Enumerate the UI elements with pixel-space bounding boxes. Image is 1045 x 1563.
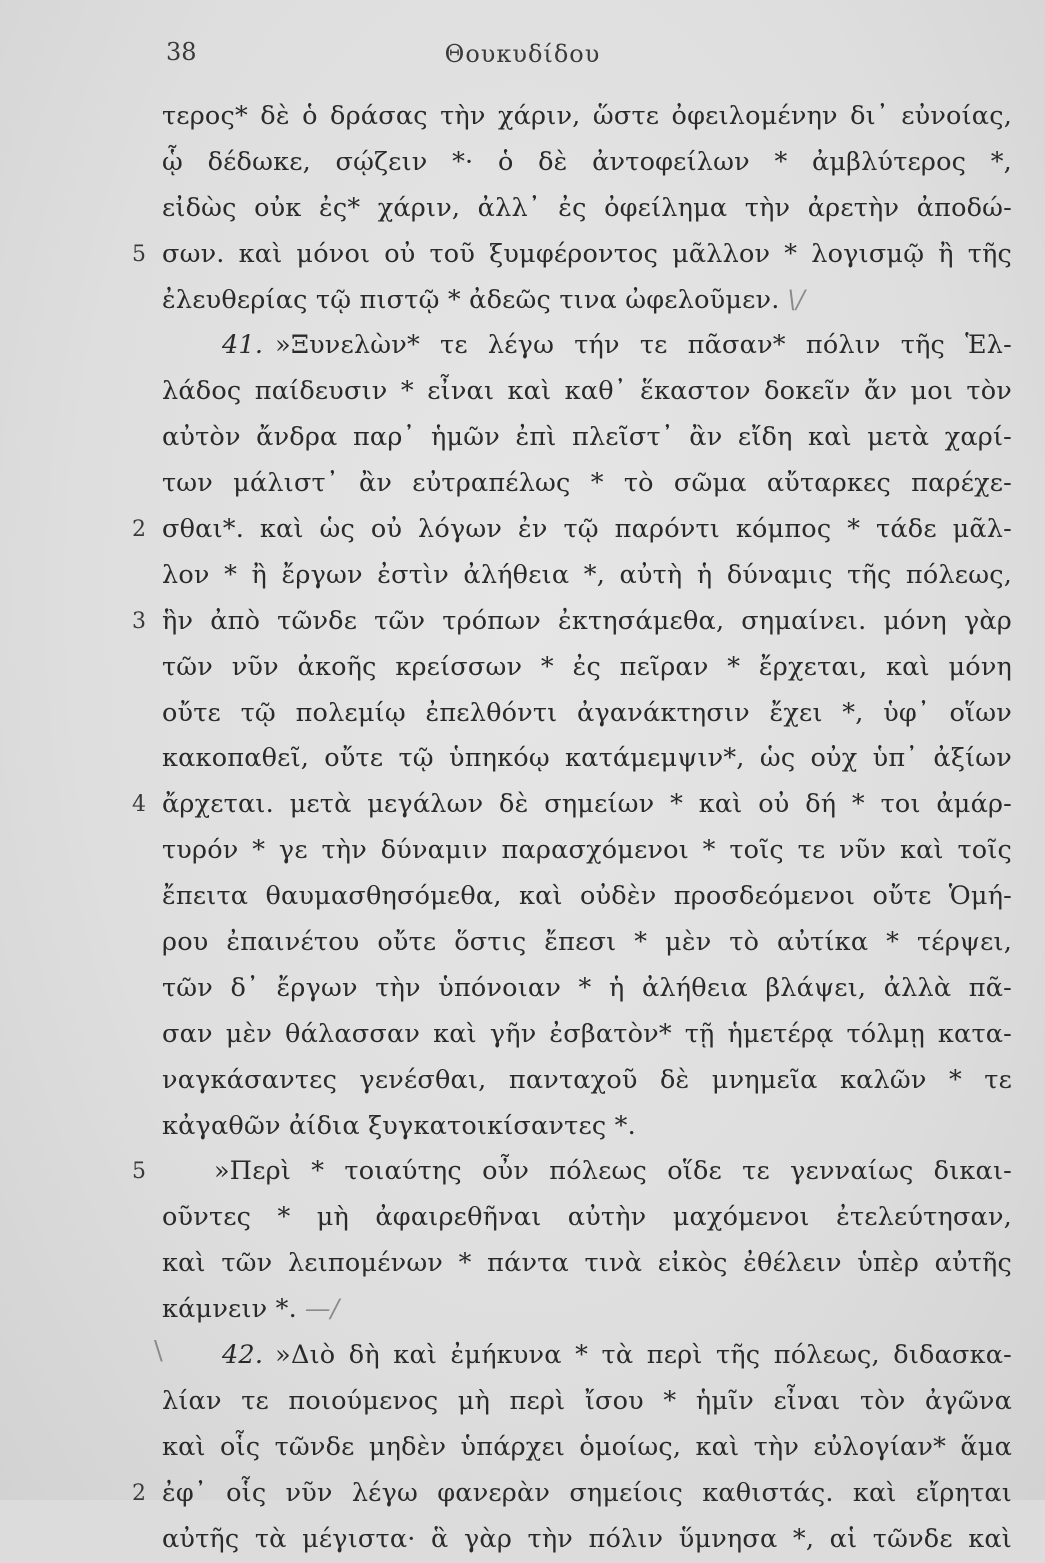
text-line — [162, 736, 1012, 782]
text-line — [162, 874, 1012, 920]
line-text: αὐτὸν ἄνδρα παρ᾿ ἡμῶν ἐπὶ πλεῖστ᾿ ἂν εἴδη καὶ μετὰ χαρί- — [162, 422, 1012, 453]
line-text: οῦντες * μὴ ἀφαιρεθῆναι αὐτὴν μαχόμενοι ἐτελεύτησαν, — [162, 1202, 1012, 1233]
main-text — [132, 94, 1012, 1563]
line-text: »Περὶ * τοιαύτης οὖν πόλεως οἵδε τε γενναίως δικαι- — [214, 1156, 1012, 1187]
line-text: σαν μὲν θάλασσαν καὶ γῆν ἐσβατὸν* τῇ ἡμετέρᾳ τόλμῃ κατα- — [162, 1018, 1012, 1049]
marginal-section-number: 2 — [132, 517, 147, 543]
text-line — [162, 691, 1012, 737]
text-line — [162, 1104, 1012, 1150]
text-line — [162, 1287, 1012, 1333]
marginal-section-number: 5 — [132, 241, 147, 267]
text-line — [154, 1333, 1012, 1379]
line-text: ἣν ἀπὸ τῶνδε τῶν τρόπων ἐκτησάμεθα, σημαίνει. μόνη γὰρ — [162, 605, 1012, 636]
line-text: σων. καὶ μόνοι οὐ τοῦ ξυμφέροντος μᾶλλον * λογισμῷ ἢ τῆς — [162, 238, 1012, 269]
line-text: »Διὸ δὴ καὶ ἐμήκυνα * τὰ περὶ τῆς πόλεως, διδασκα- — [275, 1340, 1012, 1371]
text-line — [162, 1241, 1012, 1287]
text-line — [162, 278, 1012, 324]
line-text: κἀγαθῶν ἀίδια ξυγκατοικίσαντες *. — [162, 1110, 636, 1141]
line-text: κάμνειν *. — [162, 1294, 297, 1325]
line-text: αὐτῆς τὰ μέγιστα· ἃ γὰρ τὴν πόλιν ὕμνησα *, αἱ τῶνδε καὶ — [162, 1523, 1012, 1554]
text-line — [162, 645, 1012, 691]
text-line — [132, 232, 1012, 278]
text-line — [132, 507, 1012, 553]
text-line — [162, 920, 1012, 966]
marginal-section-number: 5 — [132, 1159, 147, 1185]
line-text: ρου ἐπαινέτου οὔτε ὅστις ἔπεσι * μὲν τὸ αὐτίκα * τέρψει, — [162, 927, 1012, 958]
marginal-section-number: 3 — [132, 608, 147, 634]
line-text: καὶ οἷς τῶνδε μηδὲν ὑπάρχει ὁμοίως, καὶ τὴν εὐλογίαν* ἅμα — [162, 1431, 1012, 1462]
text-line — [162, 1517, 1012, 1563]
line-text: τυρόν * γε τὴν δύναμιν παρασχόμενοι * τοῖς τε νῦν καὶ τοῖς — [162, 835, 1012, 866]
text-line — [132, 1149, 1012, 1195]
text-line — [162, 461, 1012, 507]
chapter-number: 41. — [222, 330, 264, 361]
text-line — [162, 140, 1012, 186]
line-text: τῶν νῦν ἀκοῆς κρείσσων * ἐς πεῖραν * ἔρχεται, καὶ μόνη — [162, 651, 1012, 682]
line-text: οὔτε τῷ πολεμίῳ ἐπελθόντι ἀγανάκτησιν ἔχει *, ὑφ᾿ οἵων — [162, 697, 1012, 728]
line-text: ναγκάσαντες γενέσθαι, πανταχοῦ δὲ μνημεῖα καλῶν * τε — [162, 1064, 1012, 1095]
line-text: λίαν τε ποιούμενος μὴ περὶ ἴσου * ἡμῖν εἶναι τὸν ἀγῶνα — [162, 1385, 1012, 1416]
line-text: των μάλιστ᾿ ἂν εὐτραπέλως * τὸ σῶμα αὔταρκες παρέχε- — [162, 468, 1012, 499]
chapter-number: 42. — [222, 1340, 264, 1371]
pencil-mark: —/ — [304, 1294, 340, 1325]
text-line — [162, 323, 1012, 369]
line-text: ᾧ δέδωκε, σῴζειν *· ὁ δὲ ἀντοφείλων * ἀμβλύτερος *, — [162, 146, 1012, 177]
line-text: εἰδὼς οὐκ ἐς* χάριν, ἀλλ᾿ ἐς ὀφείλημα τὴν ἀρετὴν ἀποδώ- — [162, 192, 1012, 223]
text-line — [162, 1012, 1012, 1058]
marginal-section-number: 4 — [132, 792, 147, 818]
pencil-mark: \ — [154, 1336, 163, 1367]
text-line — [162, 966, 1012, 1012]
text-line — [162, 94, 1012, 140]
text-line — [132, 599, 1012, 645]
line-text: καὶ τῶν λειπομένων * πάντα τινὰ εἰκὸς ἐθέλειν ὑπὲρ αὐτῆς — [162, 1248, 1012, 1279]
text-line — [162, 1379, 1012, 1425]
line-text: ἐφ᾿ οἷς νῦν λέγω φανερὰν σημείοις καθιστάς. καὶ εἴρηται — [162, 1477, 1012, 1508]
line-text: λάδος παίδευσιν * εἶναι καὶ καθ᾿ ἕκαστον δοκεῖν ἄν μοι τὸν — [162, 376, 1012, 407]
text-line — [162, 415, 1012, 461]
line-text: »Ξυνελὼν* τε λέγω τήν τε πᾶσαν* πόλιν τῆς Ἑλ- — [275, 330, 1012, 361]
line-text: ἔπειτα θαυμασθησόμεθα, καὶ οὐδὲν προσδεόμενοι οὔτε Ὁμή- — [162, 881, 1012, 912]
line-text: τῶν δ᾿ ἔργων τὴν ὑπόνοιαν * ἡ ἀλήθεια βλάψει, ἀλλὰ πᾶ- — [162, 972, 1012, 1003]
text-line — [162, 553, 1012, 599]
line-text: λον * ἢ ἔργων ἐστὶν ἀλήθεια *, αὐτὴ ἡ δύναμις τῆς πόλεως, — [162, 559, 1012, 590]
text-line — [162, 369, 1012, 415]
running-head: Θουκυδίδου — [444, 40, 601, 68]
marginal-section-number: 2 — [132, 1480, 147, 1506]
pencil-mark: \/ — [787, 284, 806, 315]
line-text: τερος* δὲ ὁ δράσας τὴν χάριν, ὥστε ὀφειλομένην δι᾿ εὐνοίας, — [162, 101, 1012, 131]
text-line — [162, 1058, 1012, 1104]
line-text: ἐλευθερίας τῷ πιστῷ * ἀδεῶς τινα ὠφελοῦμεν. — [162, 284, 780, 315]
line-text: σθαι*. καὶ ὡς οὐ λόγων ἐν τῷ παρόντι κόμπος * τάδε μᾶλ- — [162, 514, 1012, 545]
line-text: κακοπαθεῖ, οὔτε τῷ ὑπηκόῳ κατάμεμψιν*, ὡς οὐχ ὑπ᾿ ἀξίων — [162, 743, 1012, 774]
text-line — [132, 782, 1012, 828]
text-line — [132, 1471, 1012, 1517]
text-line — [162, 1195, 1012, 1241]
line-text: ἄρχεται. μετὰ μεγάλων δὲ σημείων * καὶ οὐ δή * τοι ἀμάρ- — [162, 789, 1012, 820]
page-number: 38 — [166, 38, 197, 66]
text-line — [162, 828, 1012, 874]
text-line — [162, 186, 1012, 232]
text-line — [162, 1425, 1012, 1471]
